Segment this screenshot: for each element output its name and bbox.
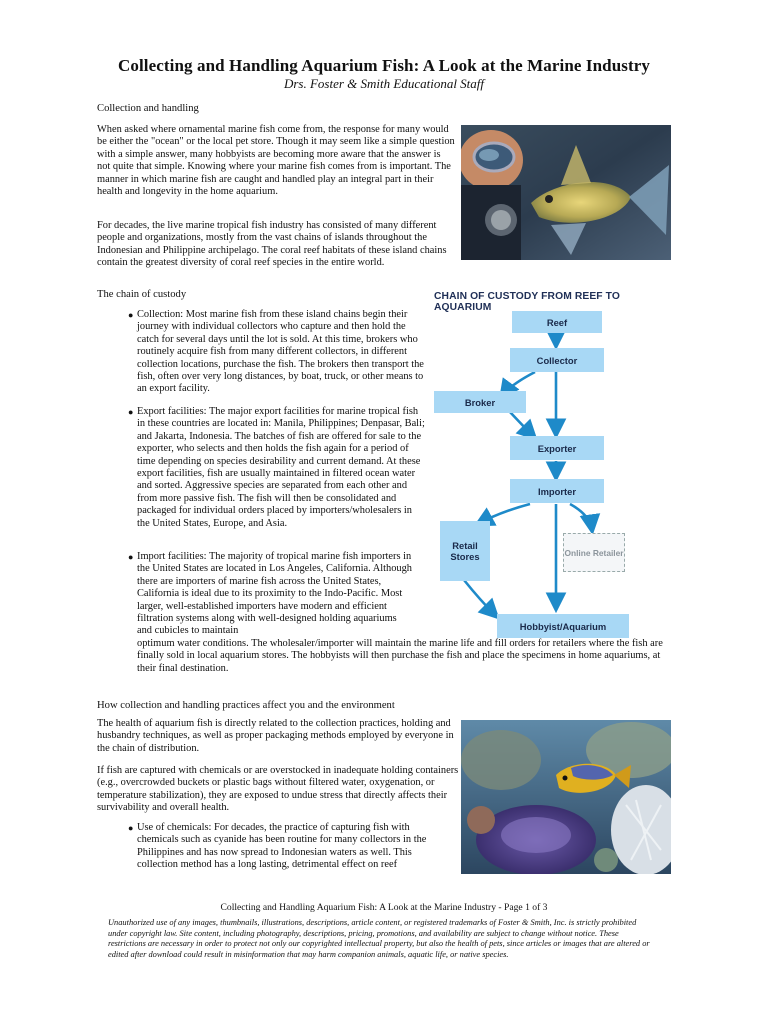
bullet-icon: ●: [128, 552, 134, 562]
list-item-import: [128, 551, 413, 638]
paragraph-practices-2: If fish are captured with chemicals or are overstocked in inadequate holding containers (e.g., overcrowded buckets or plastic bags without filtered water, oxygenation, or temperature stabilization), they are exposed to undue stress that directly affects their survivability and overall health.: [97, 765, 459, 814]
diagram-node-hobbyist: Hobbyist/Aquarium: [497, 614, 629, 638]
diagram-node-exporter: Exporter: [510, 436, 604, 460]
diagram-node-broker: Broker: [434, 391, 526, 413]
reef-angelfish-photo: [461, 720, 671, 874]
diagram-node-online: Online Retailer: [563, 533, 625, 572]
section-heading-practices: How collection and handling practices affect you and the environment: [97, 700, 395, 711]
diagram-node-collector: Collector: [510, 348, 604, 372]
diver-with-fish-photo: [461, 125, 671, 260]
list-item-text: Import facilities: The majority of tropical marine fish importers in the United States are located in Los Angeles, California. Although there are importers of marine fish across the United States, California is ideal due to its proximity to the Indo-Pacific. Most larger, well-established importers have modern and efficient filtration systems along with well-designed holding aquariums and cubicles to maintain: [137, 551, 413, 637]
list-item-export: [128, 406, 427, 530]
page-title: Collecting and Handling Aquarium Fish: A Look at the Marine Industry: [118, 56, 650, 75]
section-heading-custody: The chain of custody: [97, 289, 187, 300]
paragraph-collection-2: For decades, the live marine tropical fish industry has consisted of many different people and organizations, mostly from the vast chains of islands throughout the Indonesian and Philippine archipelago. The coral reef habitats of these island chains contain the greatest diversity of coral reef species in the entire world.: [97, 220, 447, 269]
list-item-collection: [128, 309, 427, 396]
bullet-icon: ●: [128, 823, 134, 833]
list-item-text: Use of chemicals: For decades, the practice of capturing fish with chemicals such as cyanide has been routine for many collectors in the Philippines and has now spread to Indonesian waters as well. This collection method has a long lasting, detrimental effect on reef: [137, 822, 427, 871]
diagram-node-reef: Reef: [512, 311, 602, 333]
copyright-disclaimer: Unauthorized use of any images, thumbnails, illustrations, descriptions, article content, or registered trademarks of Foster & Smith, Inc. is strictly prohibited under copyright law. Site content, including photography, descriptions, pricing, promotions, and availability are subject to change without notice. These restrictions are necessary in order to protect not only our copyrighted intellectual property, but also the health of pets, since articles or images that are altered or edited after download could result in misinformation that may harm companion animals, aquatic life, or native species.: [108, 918, 650, 959]
paragraph-practices-1: The health of aquarium fish is directly related to the collection practices, holding and husbandry techniques, as well as proper packaging methods employed by everyone in the chain of distribution.: [97, 718, 454, 754]
diagram-node-importer: Importer: [510, 479, 604, 503]
bullet-icon: ●: [128, 310, 134, 320]
paragraph-collection-1: When asked where ornamental marine fish come from, the response for many would be either the "ocean" or the local pet store. Though it may seem like a simple question with a simple answer, many hobbyists are becoming more aware that the answer is not quite that simple. Knowing where your marine fish comes from is important. The manner in which marine fish are caught and handled play an integral part in their health and longevity in the home aquarium.: [97, 124, 455, 198]
list-item-text: Collection: Most marine fish from these island chains begin their journey with individual collectors who capture and then hold the catch for several days until the lot is sold. At this time, brokers who routinely acquire fish from many different collectors, in different collection locations, purchase the fish. The brokers then transport the fish, often over very long distances, by boat, truck, or other means to an export facility.: [137, 309, 424, 395]
bullet-icon: ●: [128, 407, 134, 417]
page-subtitle: Drs. Foster & Smith Educational Staff: [283, 76, 485, 91]
diagram-node-retail: Retail Stores: [440, 521, 490, 581]
list-item-chemicals: [128, 822, 453, 872]
paragraph-import-continuation: optimum water conditions. The wholesaler/importer will maintain the marine life and fill orders for retailers where the fish are finally sold in local aquarium stores. The hobbyists will then purchase the fish and place the specimens in home aquariums, at their final destination.: [137, 638, 663, 674]
diagram-title: CHAIN OF CUSTODY FROM REEF TO AQUARIUM: [434, 291, 620, 313]
list-item-text: Export facilities: The major export facilities for marine tropical fish in these countries are located in: Manila, Philippines; Denpasar, Bali; and Jakarta, Indonesia. The batches of fish are offered for sale to the exporter, who selects and then holds the fish again for a period of time depending on species desirability and current demand. At these export facilities, fish are usually maintained in filtered ocean water and sorted. Aggressive species are separated from each other and from more passive fish. The fish will then be consolidated and packaged for individual orders placed by importers/wholesalers in the United States, Europe, and Asia.: [137, 406, 425, 529]
section-heading-collection: Collection and handling: [97, 103, 199, 114]
page-footer: Collecting and Handling Aquarium Fish: A Look at the Marine Industry - Page 1 of 3: [220, 902, 548, 913]
